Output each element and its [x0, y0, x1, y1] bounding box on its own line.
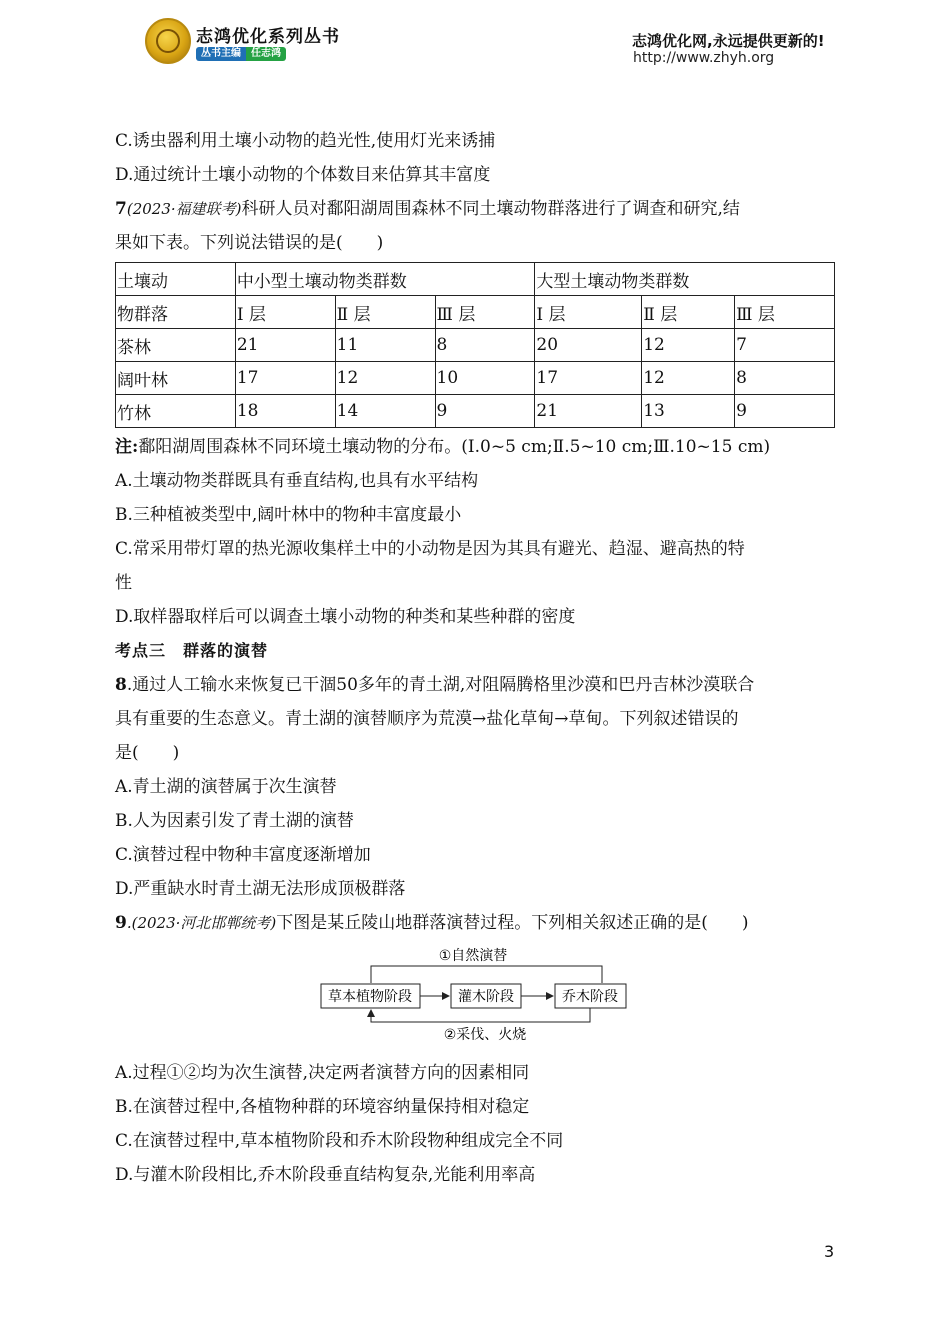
- q6-option-d: D.通过统计土壤小动物的个体数目来估算其丰富度: [115, 165, 491, 185]
- page-content: [115, 124, 835, 1192]
- q9-option-d: D.与灌木阶段相比,乔木阶段垂直结构复杂,光能利用率高: [115, 1165, 536, 1185]
- table-cell: 17: [235, 362, 335, 395]
- table-cell: 11: [335, 329, 435, 362]
- q8-stem-line-3: 是( ): [115, 743, 180, 763]
- q8-option-c: C.演替过程中物种丰富度逐渐增加: [115, 845, 371, 865]
- table-cell: 12: [642, 329, 735, 362]
- series-title: 志鸿优化系列丛书: [196, 27, 340, 47]
- table-cell: 14: [335, 395, 435, 428]
- table-layer-header: Ⅰ 层: [535, 296, 642, 329]
- section-heading: 考点三 群落的演替: [115, 641, 269, 660]
- table-group-large: 大型土壤动物类群数: [535, 263, 835, 296]
- table-cell: 20: [535, 329, 642, 362]
- table-layer-header: Ⅲ 层: [735, 296, 835, 329]
- table-cell: 21: [535, 395, 642, 428]
- table-cell: 9: [435, 395, 535, 428]
- table-cell: 9: [735, 395, 835, 428]
- table-layer-header: Ⅱ 层: [642, 296, 735, 329]
- table-row: [116, 362, 835, 395]
- table-cell: 13: [642, 395, 735, 428]
- stage-herb-label: 草本植物阶段: [328, 989, 412, 1005]
- table-cell: 7: [735, 329, 835, 362]
- q7-option-a: A.土壤动物类群既具有垂直结构,也具有水平结构: [115, 471, 479, 491]
- soil-animal-table: [115, 262, 835, 428]
- q7-option-d: D.取样器取样后可以调查土壤小动物的种类和某些种群的密度: [115, 607, 576, 627]
- q7-source: (2023·福建联考): [126, 200, 242, 218]
- table-group-small: 中小型土壤动物类群数: [235, 263, 535, 296]
- q9-source: .(2023·河北邯郸统考): [126, 914, 277, 932]
- table-cell: 8: [735, 362, 835, 395]
- series-logo: [145, 18, 191, 64]
- table-cell: 10: [435, 362, 535, 395]
- q9-option-c: C.在演替过程中,草本植物阶段和乔木阶段物种组成完全不同: [115, 1131, 564, 1151]
- site-slogan: 志鸿优化网,永远提供更新的!: [632, 32, 825, 50]
- process-1-label: ①自然演替: [438, 948, 508, 964]
- table-row: [116, 329, 835, 362]
- q7-stem-text: 科研人员对鄱阳湖周围森林不同土壤动物群落进行了调查和研究,结: [241, 199, 740, 219]
- page-header: [0, 0, 950, 80]
- stage-tree-label: 乔木阶段: [562, 989, 618, 1005]
- q8-number: 8: [115, 675, 127, 695]
- site-url[interactable]: http://www.zhyh.org: [633, 50, 775, 66]
- table-cell: 8: [435, 329, 535, 362]
- q7-stem-line-1: [115, 192, 835, 226]
- q8-option-a: A.青土湖的演替属于次生演替: [115, 777, 337, 797]
- process-2-label: ②采伐、火烧: [443, 1027, 527, 1043]
- q8-stem-line-1: [115, 668, 835, 702]
- q8-option-b: B.人为因素引发了青土湖的演替: [115, 811, 354, 831]
- table-corner-2: 物群落: [116, 296, 236, 329]
- table-row-name: 茶林: [116, 329, 236, 362]
- table-layer-header: Ⅲ 层: [435, 296, 535, 329]
- table-cell: 17: [535, 362, 642, 395]
- table-cell: 18: [235, 395, 335, 428]
- table-cell: 12: [335, 362, 435, 395]
- q7-option-c-line-2: 性: [115, 573, 132, 593]
- table-layer-header: Ⅰ 层: [235, 296, 335, 329]
- q9-option-a: A.过程①②均为次生演替,决定两者演替方向的因素相同: [115, 1063, 530, 1083]
- process-1-bracket: [371, 966, 602, 983]
- succession-diagram: [115, 940, 835, 1056]
- table-corner-1: 土壤动: [116, 263, 236, 296]
- q9-stem: [115, 906, 835, 940]
- q8-stem-line-2: 具有重要的生态意义。青土湖的演替顺序为荒漠→盐化草甸→草甸。下列叙述错误的: [115, 709, 739, 729]
- editor-name: 任志鸿: [246, 47, 286, 61]
- q9-stem-text: 下图是某丘陵山地群落演替过程。下列相关叙述正确的是( ): [276, 913, 749, 933]
- table-cell: 21: [235, 329, 335, 362]
- stage-shrub-label: 灌木阶段: [458, 989, 514, 1005]
- note-label: 注:: [115, 437, 139, 457]
- editor-label: 丛书主编: [196, 47, 246, 61]
- q9-number: 9: [115, 913, 127, 933]
- q8-stem-text: .通过人工输水来恢复已干涸50多年的青土湖,对阻隔腾格里沙漠和巴丹吉林沙漠联合: [126, 675, 755, 695]
- q7-number: 7: [115, 199, 127, 219]
- q8-option-d: D.严重缺水时青土湖无法形成顶极群落: [115, 879, 406, 899]
- q9-option-b: B.在演替过程中,各植物种群的环境容纳量保持相对稳定: [115, 1097, 530, 1117]
- q7-option-b: B.三种植被类型中,阔叶林中的物种丰富度最小: [115, 505, 462, 525]
- succession-diagram-svg: [115, 940, 835, 1056]
- table-cell: 12: [642, 362, 735, 395]
- table-row-name: 竹林: [116, 395, 236, 428]
- q7-table-note: [115, 430, 835, 464]
- note-text: 鄱阳湖周围森林不同环境土壤动物的分布。(Ⅰ.0~5 cm;Ⅱ.5~10 cm;Ⅲ.10~15 cm): [138, 437, 771, 457]
- process-2-bracket: [371, 1008, 590, 1022]
- table-row: [116, 395, 835, 428]
- table-layer-header: Ⅱ 层: [335, 296, 435, 329]
- table-row-name: 阔叶林: [116, 362, 236, 395]
- q6-option-c: C.诱虫器利用土壤小动物的趋光性,使用灯光来诱捕: [115, 131, 496, 151]
- q7-option-c-line-1: C.常采用带灯罩的热光源收集样土中的小动物是因为其具有避光、趋湿、避高热的特: [115, 539, 745, 559]
- q7-stem-line-2: 果如下表。下列说法错误的是( ): [115, 233, 384, 253]
- series-editor-badge: [196, 47, 286, 61]
- page-number: 3: [824, 1242, 835, 1261]
